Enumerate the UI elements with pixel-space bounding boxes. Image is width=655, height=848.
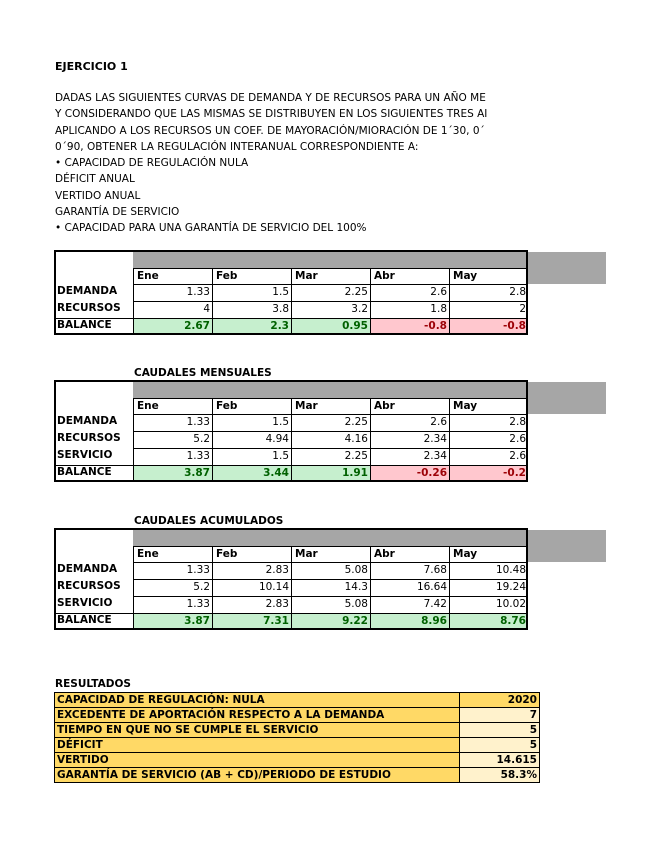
result-value: 7 (460, 708, 540, 723)
result-row (55, 708, 540, 723)
statement-line: APLICANDO A LOS RECURSOS UN COEF. DE MAYORACIÓN/MIORACIÓN DE 1´30, 0´ (55, 124, 485, 137)
table-cell: 4.94 (212, 431, 291, 448)
table-cell: 3.87 (133, 465, 212, 482)
statement-line: • CAPACIDAD PARA UNA GARANTÍA DE SERVICIO DEL 100% (55, 222, 367, 235)
result-label: VERTIDO (55, 753, 460, 768)
result-row (55, 738, 540, 753)
result-value: 14.615 (460, 753, 540, 768)
result-row (55, 753, 540, 768)
result-row (55, 723, 540, 738)
table-cell: 2.8 (449, 414, 528, 431)
balance-separator (54, 318, 528, 319)
table-cell: 2.34 (370, 431, 449, 448)
table-cell: 14.3 (291, 579, 370, 596)
table-cell: 1.33 (133, 562, 212, 579)
month-header: Abr (370, 546, 449, 562)
month-header: Mar (291, 546, 370, 562)
corner-cell (56, 382, 133, 414)
month-header: May (449, 546, 528, 562)
table-cell: 2.25 (291, 414, 370, 431)
table-cell: 3.2 (291, 301, 370, 318)
table-cell: -0.2 (449, 465, 528, 482)
table-cell: 1.5 (212, 414, 291, 431)
row-label: RECURSOS (57, 302, 121, 314)
row-label: BALANCE (57, 319, 112, 331)
month-header: Abr (370, 268, 449, 284)
result-label: DÉFICIT (55, 738, 460, 753)
statement-line: Y CONSIDERANDO QUE LAS MISMAS SE DISTRIBUYEN EN LOS SIGUIENTES TRES AI (55, 108, 488, 121)
table-cell: 8.96 (370, 613, 449, 630)
table-cell: 2.6 (370, 414, 449, 431)
result-label: GARANTÍA DE SERVICIO (AB + CD)/PERIODO DE ESTUDIO (55, 768, 460, 783)
results-table (54, 692, 540, 783)
table-cell: 2.25 (291, 284, 370, 301)
table-cell: -0.26 (370, 465, 449, 482)
table-cell: 1.8 (370, 301, 449, 318)
exercise-statement (55, 90, 540, 237)
table-cell: 3.8 (212, 301, 291, 318)
table-cell: 0.95 (291, 318, 370, 335)
row-label: DEMANDA (57, 415, 118, 427)
corner-cell (56, 530, 133, 562)
month-header: Feb (212, 398, 291, 414)
table-cell: -0.8 (370, 318, 449, 335)
table-cell: 2.3 (212, 318, 291, 335)
table-cell: 1.33 (133, 284, 212, 301)
table-cell: 2.6 (370, 284, 449, 301)
exercise-title: EJERCICIO 1 (55, 60, 128, 73)
table-cell: 2.83 (212, 596, 291, 613)
row-label: DEMANDA (57, 563, 118, 575)
table-cell: 3.87 (133, 613, 212, 630)
table-cell: 4 (133, 301, 212, 318)
result-value: 58.3% (460, 768, 540, 783)
month-header: Ene (133, 268, 212, 284)
table-cell: 1.91 (291, 465, 370, 482)
table-cell: 2.67 (133, 318, 212, 335)
month-header: Mar (291, 268, 370, 284)
table-cell: 2.6 (449, 448, 528, 465)
table-cell: 8.76 (449, 613, 528, 630)
result-value: 5 (460, 723, 540, 738)
table-cell: 19.24 (449, 579, 528, 596)
table-cell: 2.8 (449, 284, 528, 301)
table-cell: 5.2 (133, 579, 212, 596)
result-row (55, 693, 540, 708)
table-cell: 3.44 (212, 465, 291, 482)
row-label: BALANCE (57, 466, 112, 478)
row-label: RECURSOS (57, 580, 121, 592)
result-label: EXCEDENTE DE APORTACIÓN RESPECTO A LA DEMANDA (55, 708, 460, 723)
row-label: SERVICIO (57, 449, 113, 461)
table-cell: 2.83 (212, 562, 291, 579)
table-cell: 2 (449, 301, 528, 318)
month-header: Ene (133, 398, 212, 414)
month-header: Abr (370, 398, 449, 414)
table-cell: 7.42 (370, 596, 449, 613)
month-header: Mar (291, 398, 370, 414)
row-label: RECURSOS (57, 432, 121, 444)
table-cell: 10.14 (212, 579, 291, 596)
statement-line: DÉFICIT ANUAL (55, 173, 135, 186)
statement-line: VERTIDO ANUAL (55, 189, 141, 202)
row-label: SERVICIO (57, 597, 113, 609)
month-header: Ene (133, 546, 212, 562)
table-cell: 4.16 (291, 431, 370, 448)
statement-line: GARANTÍA DE SERVICIO (55, 206, 180, 219)
balance-separator (54, 613, 528, 614)
table-cell: 1.33 (133, 448, 212, 465)
table-cell: 5.08 (291, 596, 370, 613)
month-header: Feb (212, 268, 291, 284)
result-value: 5 (460, 738, 540, 753)
balance-separator (54, 465, 528, 466)
table-cell: 2.25 (291, 448, 370, 465)
table-cell: 16.64 (370, 579, 449, 596)
month-header: Feb (212, 546, 291, 562)
table-cell: 7.68 (370, 562, 449, 579)
month-header: May (449, 268, 528, 284)
table-cell: 1.33 (133, 414, 212, 431)
table-cell: 10.48 (449, 562, 528, 579)
result-value: 2020 (460, 693, 540, 708)
result-row (55, 768, 540, 783)
results-title: RESULTADOS (55, 678, 131, 690)
corner-cell (56, 252, 133, 284)
row-label: BALANCE (57, 614, 112, 626)
table-cell: -0.8 (449, 318, 528, 335)
statement-line: 0´90, OBTENER LA REGULACIÓN INTERANUAL CORRESPONDIENTE A: (55, 140, 419, 153)
table-cell: 7.31 (212, 613, 291, 630)
month-header: May (449, 398, 528, 414)
monthly-flows-title: CAUDALES MENSUALES (134, 367, 272, 379)
table-cell: 2.34 (370, 448, 449, 465)
result-label: CAPACIDAD DE REGULACIÓN: NULA (55, 693, 460, 708)
row-label: DEMANDA (57, 285, 118, 297)
statement-line: DADAS LAS SIGUIENTES CURVAS DE DEMANDA Y DE RECURSOS PARA UN AÑO ME (55, 92, 486, 104)
table-cell: 5.08 (291, 562, 370, 579)
table-cell: 1.33 (133, 596, 212, 613)
result-label: TIEMPO EN QUE NO SE CUMPLE EL SERVICIO (55, 723, 460, 738)
table-cell: 10.02 (449, 596, 528, 613)
table-cell: 1.5 (212, 284, 291, 301)
table-cell: 9.22 (291, 613, 370, 630)
table-cell: 2.6 (449, 431, 528, 448)
table-cell: 5.2 (133, 431, 212, 448)
cumulative-flows-title: CAUDALES ACUMULADOS (134, 515, 284, 527)
table-cell: 1.5 (212, 448, 291, 465)
statement-line: • CAPACIDAD DE REGULACIÓN NULA (55, 157, 249, 170)
